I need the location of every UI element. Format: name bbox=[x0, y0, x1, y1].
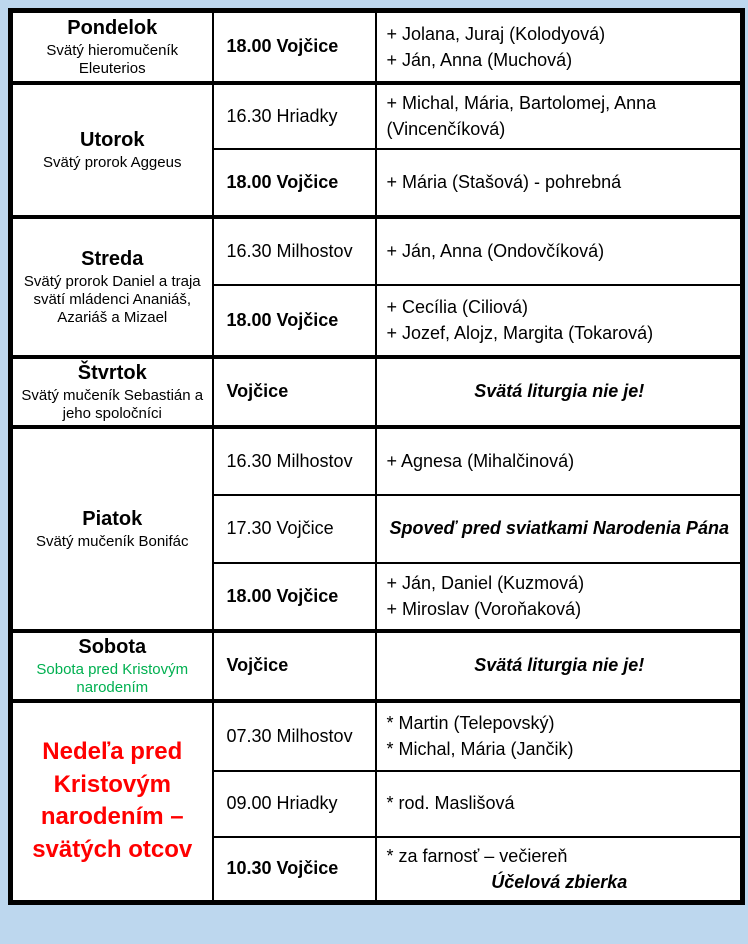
intention-line: * za farnosť – večiereň bbox=[386, 845, 568, 866]
intention-cell bbox=[376, 495, 743, 563]
time-cell: 16.30 Milhostov bbox=[213, 217, 376, 285]
day-cell-piatok bbox=[11, 427, 213, 631]
intention-cell bbox=[376, 837, 743, 903]
time-cell: 16.30 Hriadky bbox=[213, 83, 376, 149]
intention-line: + Agnesa (Mihalčinová) bbox=[386, 450, 575, 471]
day-subtitle: Svätý hieromučeník Eleuterios bbox=[46, 41, 179, 77]
day-title: Nedeľa pred Kristovým narodením – svätých otcov bbox=[32, 738, 193, 863]
day-cell-sobota bbox=[11, 631, 213, 701]
table-row bbox=[11, 11, 743, 83]
time-cell: Vojčice bbox=[213, 357, 376, 427]
intention-cell bbox=[376, 11, 743, 83]
table-row bbox=[11, 427, 743, 495]
intention-cell bbox=[376, 631, 743, 701]
day-subtitle: Sobota pred Kristovým narodením bbox=[36, 660, 189, 696]
collection-notice: Účelová zbierka bbox=[491, 871, 628, 892]
table-row bbox=[11, 631, 743, 701]
intention-line: + Ján, Daniel (Kuzmová) bbox=[386, 572, 585, 593]
intention-line: * Martin (Telepovský) bbox=[386, 712, 555, 733]
day-title: Sobota bbox=[78, 635, 147, 658]
day-cell-streda bbox=[11, 217, 213, 357]
table-row bbox=[11, 357, 743, 427]
day-cell-stvrtok bbox=[11, 357, 213, 427]
time-cell: 16.30 Milhostov bbox=[213, 427, 376, 495]
intention-cell bbox=[376, 427, 743, 495]
intention-cell bbox=[376, 771, 743, 837]
day-title: Piatok bbox=[82, 507, 143, 530]
no-liturgy-notice: Svätá liturgia nie je! bbox=[474, 655, 645, 676]
intention-line: + Ján, Anna (Ondovčíková) bbox=[386, 240, 605, 261]
day-title: Štvrtok bbox=[77, 361, 147, 384]
liturgical-schedule-table bbox=[8, 8, 745, 905]
day-title: Utorok bbox=[80, 128, 145, 151]
day-cell-nedela bbox=[11, 701, 213, 903]
day-title: Pondelok bbox=[67, 16, 158, 39]
time-cell: 18.00 Vojčice bbox=[213, 149, 376, 217]
table-row bbox=[11, 83, 743, 149]
intention-line: + Jolana, Juraj (Kolodyová) bbox=[386, 23, 606, 44]
day-cell-utorok bbox=[11, 83, 213, 217]
intention-line: + Jozef, Alojz, Margita (Tokarová) bbox=[386, 323, 654, 343]
intention-cell bbox=[376, 149, 743, 217]
no-liturgy-notice: Svätá liturgia nie je! bbox=[474, 381, 645, 402]
intention-line: + Miroslav (Voroňaková) bbox=[386, 599, 582, 619]
intention-line: * Michal, Mária (Jančik) bbox=[386, 739, 574, 759]
table-row bbox=[11, 701, 743, 771]
time-cell: 17.30 Vojčice bbox=[213, 495, 376, 563]
intention-cell bbox=[376, 83, 743, 149]
time-cell: Vojčice bbox=[213, 631, 376, 701]
time-cell: 18.00 Vojčice bbox=[213, 563, 376, 631]
day-subtitle: Svätý prorok Aggeus bbox=[43, 153, 182, 171]
time-cell: 07.30 Milhostov bbox=[213, 701, 376, 771]
confession-notice: Spoveď pred sviatkami Narodenia Pána bbox=[389, 518, 729, 539]
intention-line: + Cecília (Ciliová) bbox=[386, 296, 529, 317]
intention-line: + Ján, Anna (Muchová) bbox=[386, 49, 573, 70]
intention-cell bbox=[376, 357, 743, 427]
day-cell-pondelok bbox=[11, 11, 213, 83]
day-subtitle: Svätý mučeník Sebastián a jeho spoločníci bbox=[21, 386, 204, 422]
intention-cell bbox=[376, 701, 743, 771]
time-cell: 10.30 Vojčice bbox=[213, 837, 376, 903]
intention-cell bbox=[376, 217, 743, 285]
day-subtitle: Svätý mučeník Bonifác bbox=[35, 532, 189, 550]
intention-line: + Mária (Stašová) - pohrebná bbox=[386, 171, 622, 192]
table-row bbox=[11, 217, 743, 285]
time-cell: 09.00 Hriadky bbox=[213, 771, 376, 837]
intention-line: * rod. Maslišová bbox=[386, 793, 515, 814]
intention-cell bbox=[376, 285, 743, 357]
day-title: Streda bbox=[81, 247, 144, 270]
day-subtitle: Svätý prorok Daniel a traja svätí mládenci Ananiáš, Azariáš a Mizael bbox=[23, 272, 201, 326]
time-cell: 18.00 Vojčice bbox=[213, 285, 376, 357]
intention-cell bbox=[376, 563, 743, 631]
time-cell: 18.00 Vojčice bbox=[213, 11, 376, 83]
intention-line: + Michal, Mária, Bartolomej, Anna (Vincenčíková) bbox=[386, 92, 657, 139]
